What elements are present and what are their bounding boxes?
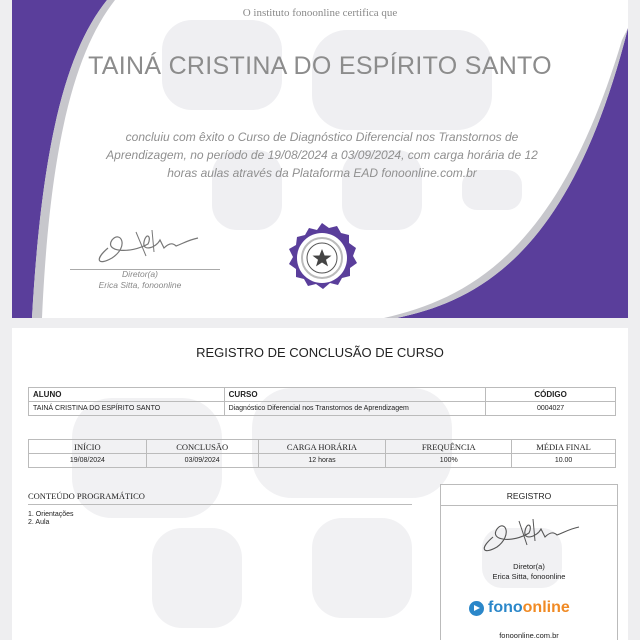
table-cell: Diagnóstico Diferencial nos Transtornos de Aprendizagem xyxy=(224,402,486,416)
registry-title: REGISTRO DE CONCLUSÃO DE CURSO xyxy=(196,345,444,360)
table-header-cell: CONCLUSÃO xyxy=(146,440,258,454)
table-header-row xyxy=(29,440,616,454)
certificate-body xyxy=(102,128,542,182)
registry-box-title: REGISTRO xyxy=(506,491,552,501)
certificate-intro: O instituto fonoonline certifica que xyxy=(242,7,398,19)
table-cell: 0004027 xyxy=(486,402,616,416)
registry-name: Erica Sitta, fonoonline xyxy=(492,572,566,581)
table-cell: 100% xyxy=(386,454,512,468)
table-header-row xyxy=(29,388,616,402)
table-cell: 19/08/2024 xyxy=(29,454,147,468)
signature-name: Erica Sitta, fonoonline xyxy=(98,280,182,290)
table-header-cell: CURSO xyxy=(224,388,486,402)
list-item: 1. Orientações xyxy=(28,511,74,518)
signature-role: Diretor(a) xyxy=(122,269,158,279)
director-signature xyxy=(90,218,210,266)
table-cell: 10.00 xyxy=(512,454,616,468)
divider xyxy=(28,504,412,505)
certificate-body-line: horas aulas através da Plataforma EAD fonoonline.com.br xyxy=(167,166,477,180)
program-content-list xyxy=(28,511,74,527)
table-cell: 03/09/2024 xyxy=(146,454,258,468)
table-header-cell: ALUNO xyxy=(29,388,225,402)
course-details-table xyxy=(28,439,616,468)
table-header-cell: MÉDIA FINAL xyxy=(512,440,616,454)
list-item: 2. Aula xyxy=(28,519,50,526)
play-icon xyxy=(469,601,484,616)
certificate-body-line: concluiu com êxito o Curso de Diagnóstico Diferencial nos Transtornos de xyxy=(125,130,519,144)
table-row xyxy=(29,454,616,468)
certificate-body-line: Aprendizagem, no período de 19/08/2024 a 03/09/2024, com carga horária de 12 xyxy=(106,148,538,162)
table-cell: 12 horas xyxy=(258,454,386,468)
website-url: fonoonline.com.br xyxy=(499,631,559,640)
student-course-table xyxy=(28,387,616,416)
table-header-cell: CARGA HORÁRIA xyxy=(258,440,386,454)
table-cell: TAINÁ CRISTINA DO ESPÍRITO SANTO xyxy=(29,402,225,416)
student-name: TAINÁ CRISTINA DO ESPÍRITO SANTO xyxy=(88,52,552,80)
divider xyxy=(441,505,617,506)
table-header-cell: INÍCIO xyxy=(29,440,147,454)
seal-star-icon xyxy=(286,222,358,294)
certificate-card xyxy=(12,0,628,318)
fonoonline-logo xyxy=(469,597,599,619)
table-header-cell: CÓDIGO xyxy=(486,388,616,402)
table-row xyxy=(29,402,616,416)
table-header-cell: FREQUÊNCIA xyxy=(386,440,512,454)
program-content-label: CONTEÚDO PROGRAMÁTICO xyxy=(28,491,145,501)
registry-role: Diretor(a) xyxy=(513,562,545,571)
logo-text-part2: online xyxy=(522,599,570,616)
registry-card xyxy=(12,328,628,640)
director-signature xyxy=(477,509,587,555)
logo-text-part1: fono xyxy=(488,599,523,616)
registry-box xyxy=(440,484,618,640)
